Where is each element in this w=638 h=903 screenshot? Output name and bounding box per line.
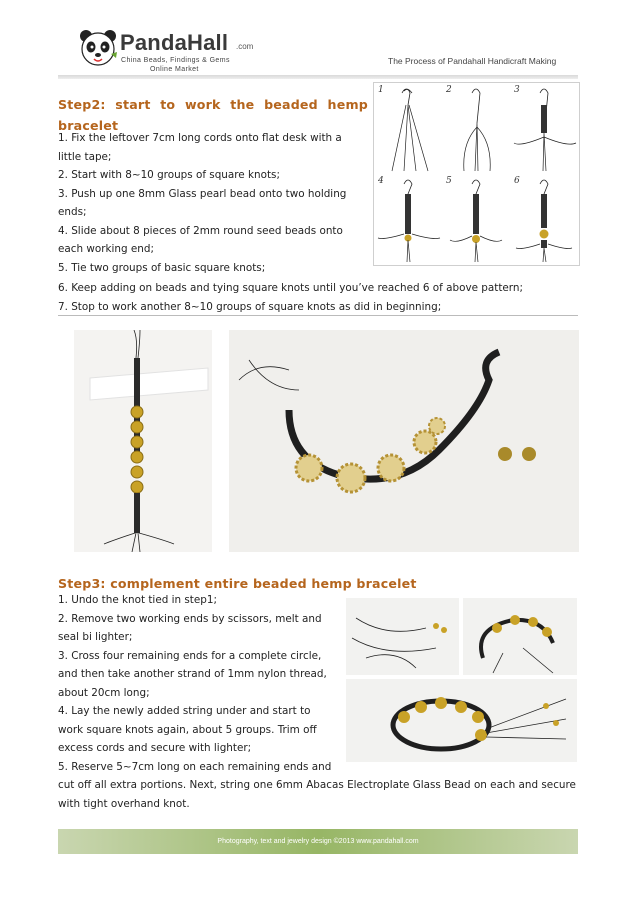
step3-line: cut off all extra portions. Next, string one 6mm Abacas Electroplate Glass Bead on each and secure: [58, 779, 576, 791]
diagram-cell: [510, 174, 578, 264]
brand-suffix: .com: [236, 42, 254, 51]
step2-line: little tape;: [58, 150, 112, 163]
diagram-cell: [374, 174, 442, 264]
step3-line: and then take another strand of 1mm nylon thread,: [58, 668, 327, 680]
step3-line: seal bi lighter;: [58, 631, 133, 643]
step3-line: 4. Lay the newly added string under and start to: [58, 705, 311, 717]
brand-tagline-2: Online Market: [150, 66, 199, 73]
step3-line: excess cords and secure with lighter;: [58, 742, 252, 754]
photo-bracelet-finished: [229, 330, 579, 552]
diagram-number: 4: [378, 176, 384, 186]
step3-line: 1. Undo the knot tied in step1;: [58, 594, 217, 606]
step2-line: 3. Push up one 8mm Glass pearl bead onto two holding: [58, 187, 347, 200]
step2-instructions-continued: [58, 279, 523, 316]
step3-line: about 20cm long;: [58, 686, 150, 699]
header-divider: [58, 75, 578, 79]
diagram-number: 3: [514, 85, 520, 95]
step2-line: 1. Fix the leftover 7cm long cords onto flat desk with a: [58, 132, 342, 144]
diagram-cell: [442, 174, 510, 264]
step2-line: 7. Stop to work another 8~10 groups of square knots as did in beginning;: [58, 300, 442, 313]
step2-line: 2. Start with 8~10 groups of square knots;: [58, 169, 280, 181]
step3-line: 2. Remove two working ends by scissors, melt and: [58, 612, 322, 625]
step2-diagram: [373, 82, 580, 266]
step2-line: ends;: [58, 206, 87, 218]
step3-heading: Step3: complement entire beaded hemp bracelet: [58, 576, 417, 591]
diagram-number: 5: [446, 176, 452, 186]
document-title: The Process of Pandahall Handicraft Making: [388, 56, 557, 66]
diagram-number: 2: [446, 85, 452, 95]
diagram-cell: [442, 83, 510, 173]
step3-line: work square knots again, about 5 groups. Trim off: [58, 723, 317, 736]
brand-name: PandaHall: [120, 30, 229, 55]
panda-logo-icon: [78, 28, 118, 68]
photo-step3-1: [346, 598, 459, 675]
brand-tagline: China Beads, Findings & Gems: [121, 57, 230, 64]
photo-step3-3: [346, 679, 577, 762]
step2-line: 5. Tie two groups of basic square knots;: [58, 261, 266, 274]
step2-instructions: [58, 129, 368, 277]
photo-step3-2: [463, 598, 577, 675]
section-divider: [58, 315, 578, 316]
diagram-cell: [510, 83, 578, 173]
diagram-number: 6: [514, 176, 520, 186]
footer-credit: Photography, text and jewelry design ©2013 www.pandahall.com: [217, 838, 419, 845]
step3-line: 3. Cross four remaining ends for a complete circle,: [58, 649, 322, 662]
step2-line: 6. Keep adding on beads and tying square knots until you’ve reached 6 of above pattern;: [58, 282, 523, 294]
step2-line: 4. Slide about 8 pieces of 2mm round seed beads onto: [58, 224, 343, 237]
step2-heading: Step2: start to work the beaded hemp bracelet: [58, 97, 368, 133]
photo-bracelet-progress: [74, 330, 212, 552]
diagram-cell: [374, 83, 442, 173]
step3-line: 5. Reserve 5~7cm long on each remaining ends and: [58, 760, 332, 773]
diagram-number: 1: [378, 85, 384, 95]
step2-line: each working end;: [58, 243, 154, 255]
step3-line: with tight overhand knot.: [58, 797, 190, 810]
